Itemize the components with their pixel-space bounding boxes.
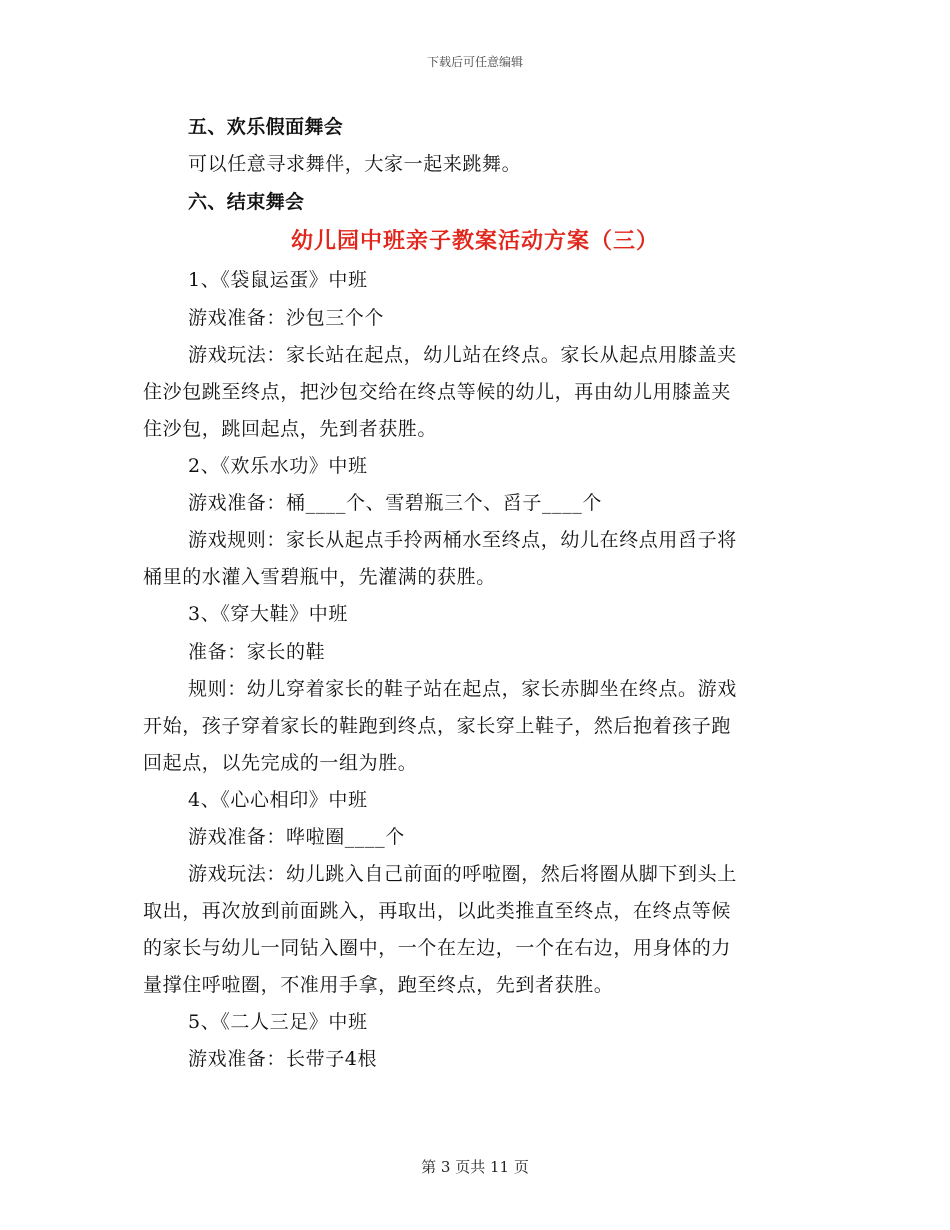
section-heading: 六、结束舞会 bbox=[188, 191, 305, 213]
paragraph-line: 游戏玩法：家长站在起点，幼儿站在终点。家长从起点用膝盖夹 bbox=[188, 344, 737, 366]
paragraph-line: 量撑住呼啦圈，不准用手拿，跑至终点，先到者获胜。 bbox=[143, 974, 614, 996]
paragraph-line: 游戏准备：桶____个、雪碧瓶三个、舀子____个 bbox=[188, 492, 603, 514]
paragraph-line: 桶里的水灌入雪碧瓶中，先灌满的获胜。 bbox=[143, 566, 496, 588]
paragraph-line: 游戏准备：哗啦圈____个 bbox=[188, 826, 405, 848]
page-header: 下载后可任意编辑 bbox=[426, 55, 523, 69]
paragraph-line: 可以任意寻求舞伴，大家一起来跳舞。 bbox=[188, 153, 522, 175]
paragraph-line: 游戏规则：家长从起点手拎两桶水至终点，幼儿在终点用舀子将 bbox=[188, 529, 737, 551]
game-heading: 1、《袋鼠运蛋》中班 bbox=[188, 269, 368, 291]
paragraph-line: 开始，孩子穿着家长的鞋跑到终点，家长穿上鞋子，然后抱着孩子跑 bbox=[143, 715, 732, 737]
game-heading: 3、《穿大鞋》中班 bbox=[188, 603, 348, 625]
paragraph-line: 取出，再次放到前面跳入，再取出，以此类推直至终点，在终点等候 bbox=[143, 900, 732, 922]
game-heading: 4、《心心相印》中班 bbox=[188, 789, 368, 811]
game-heading: 2、《欢乐水功》中班 bbox=[188, 455, 368, 477]
paragraph-line: 游戏准备：沙包三个个 bbox=[188, 307, 385, 329]
game-heading: 5、《二人三足》中班 bbox=[188, 1011, 368, 1033]
paragraph-line: 住沙包跳至终点，把沙包交给在终点等候的幼儿，再由幼儿用膝盖夹 bbox=[143, 381, 732, 403]
paragraph-line: 规则：幼儿穿着家长的鞋子站在起点，家长赤脚坐在终点。游戏 bbox=[188, 678, 737, 700]
paragraph-line: 准备：家长的鞋 bbox=[188, 641, 326, 663]
section-heading: 五、欢乐假面舞会 bbox=[188, 116, 344, 138]
paragraph-line: 游戏玩法：幼儿跳入自己前面的呼啦圈，然后将圈从脚下到头上 bbox=[188, 863, 737, 885]
paragraph-line: 住沙包，跳回起点，先到者获胜。 bbox=[143, 418, 438, 440]
document-title: 幼儿园中班亲子教案活动方案（三） bbox=[290, 229, 659, 254]
paragraph-line: 回起点，以先完成的一组为胜。 bbox=[143, 752, 418, 774]
paragraph-line: 游戏准备：长带子4根 bbox=[188, 1048, 378, 1070]
paragraph-line: 的家长与幼儿一同钻入圈中，一个在左边，一个在右边，用身体的力 bbox=[143, 937, 732, 959]
page-footer: 第 3 页共 11 页 bbox=[421, 1158, 529, 1176]
